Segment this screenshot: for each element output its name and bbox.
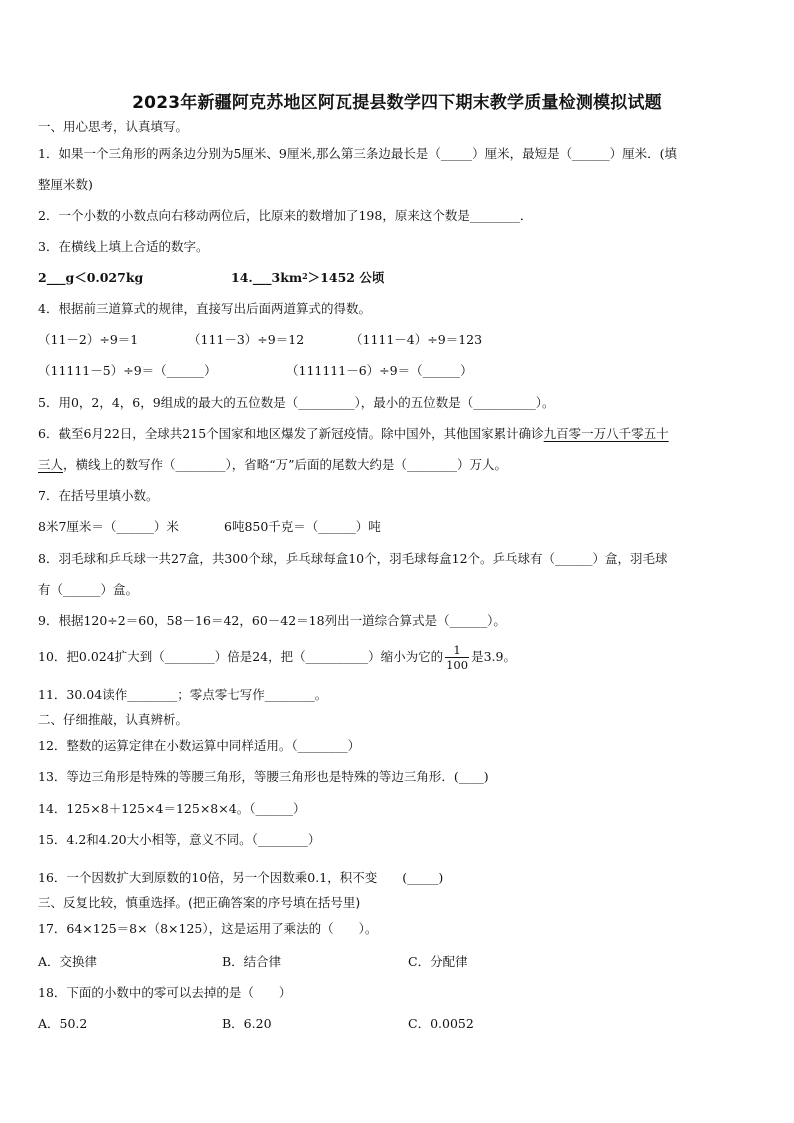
question-3-item-left: 2___g＜0.027kg (38, 270, 144, 285)
question-17-option-a: A．交换律 (38, 954, 98, 969)
section-heading-2: 二、仔细推敲，认真辨析。 (38, 712, 189, 727)
question-6-line-2: 三人，横线上的数写作（________），省略“万”后面的尾数大约是（________）万人。 (38, 457, 508, 472)
section-heading-3: 三、反复比较，慎重选择。(把正确答案的序号填在括号里) (38, 895, 361, 910)
question-9: 9．根据120÷2＝60，58－16＝42，60－42＝18列出一道综合算式是（______）。 (38, 613, 506, 628)
question-7-item-1: 8米7厘米＝（______）米 (38, 519, 179, 534)
question-18-options (38, 1015, 760, 1033)
question-16: 16．一个因数扩大到原数的10倍，另一个因数乘0.1，积不变 (_____) (38, 870, 444, 885)
question-17-option-b: B．结合律 (222, 954, 282, 969)
question-11: 11．30.04读作________；零点零七写作________。 (38, 687, 328, 702)
question-4-row-2 (38, 362, 760, 380)
question-7-items (38, 518, 760, 536)
question-2: 2．一个小数的小数点向右移动两位后，比原来的数增加了198，原来这个数是________． (38, 208, 533, 223)
question-17: 17．64×125＝8×（8×125），这是运用了乘法的（ ）。 (38, 921, 378, 936)
question-15: 15．4.2和4.20大小相等，意义不同。（________） (38, 832, 321, 847)
question-8-line-2: 有（______）盒。 (38, 582, 139, 597)
question-4-equation-3: （1111－4）÷9＝123 (350, 332, 483, 347)
question-12: 12．整数的运算定律在小数运算中同样适用。（________） (38, 738, 361, 753)
question-1-line-1: 1．如果一个三角形的两条边分别为5厘米、9厘米,那么第三条边最长是（_____）厘米，最短是（______）厘米．(填 (38, 146, 677, 161)
question-4-equation-1: （11－2）÷9＝1 (38, 332, 139, 347)
question-8-line-1: 8．羽毛球和乒乓球一共27盒，共300个球，乒乓球每盒10个，羽毛球每盒12个。乒乓球有（______）盒，羽毛球 (38, 551, 668, 566)
question-4-equation-5: （111111－6）÷9＝（______） (286, 363, 473, 378)
question-18-option-a: A．50.2 (38, 1016, 88, 1031)
question-3-item-right: $14.\_\_\_3km^2>1452$ 公顷 (231, 270, 385, 285)
section-heading-1: 一、用心思考，认真填写。 (38, 119, 189, 134)
question-17-options (38, 953, 760, 971)
question-14: 14．125×8＋125×4＝125×8×4。（______） (38, 801, 306, 816)
question-13: 13．等边三角形是特殊的等腰三角形，等腰三角形也是特殊的等边三角形．(____) (38, 769, 489, 784)
question-7: 7．在括号里填小数。 (38, 488, 159, 503)
question-4-equation-2: （111－3）÷9＝12 (188, 332, 305, 347)
question-4-row-1 (38, 331, 760, 349)
question-1-line-2: 整厘米数) (38, 177, 93, 192)
question-18-option-b: B．6.20 (222, 1016, 272, 1031)
question-18: 18．下面的小数中的零可以去掉的是（ ） (38, 985, 292, 1000)
question-18-option-c: C．0.0052 (408, 1016, 474, 1031)
question-4: 4．根据前三道算式的规律，直接写出后面两道算式的得数。 (38, 301, 371, 316)
question-10: 10．把0.024扩大到（________）倍是24，把（__________）缩小为它的 $\frac{1}{100}$ 是3.9。 (38, 643, 516, 672)
question-3-items (38, 269, 760, 287)
question-7-item-2: 6吨850千克＝（______）吨 (224, 519, 381, 534)
question-3: 3．在横线上填上合适的数字。 (38, 239, 209, 254)
fraction-one-hundredth: $\frac{1}{100}$ (446, 643, 469, 672)
question-4-equation-4: （11111－5）÷9＝（______） (38, 363, 217, 378)
question-6-line-1: 6．截至6月22日，全球共215个国家和地区爆发了新冠疫情。除中国外，其他国家累计确诊九百零一万八千零五十 (38, 426, 669, 441)
page-title: 2023年新疆阿克苏地区阿瓦提县数学四下期末教学质量检测模拟试题 (132, 93, 662, 113)
question-5: 5．用0，2，4，6，9组成的最大的五位数是（_________），最小的五位数是（__________）。 (38, 395, 555, 410)
question-17-option-c: C．分配律 (408, 954, 468, 969)
